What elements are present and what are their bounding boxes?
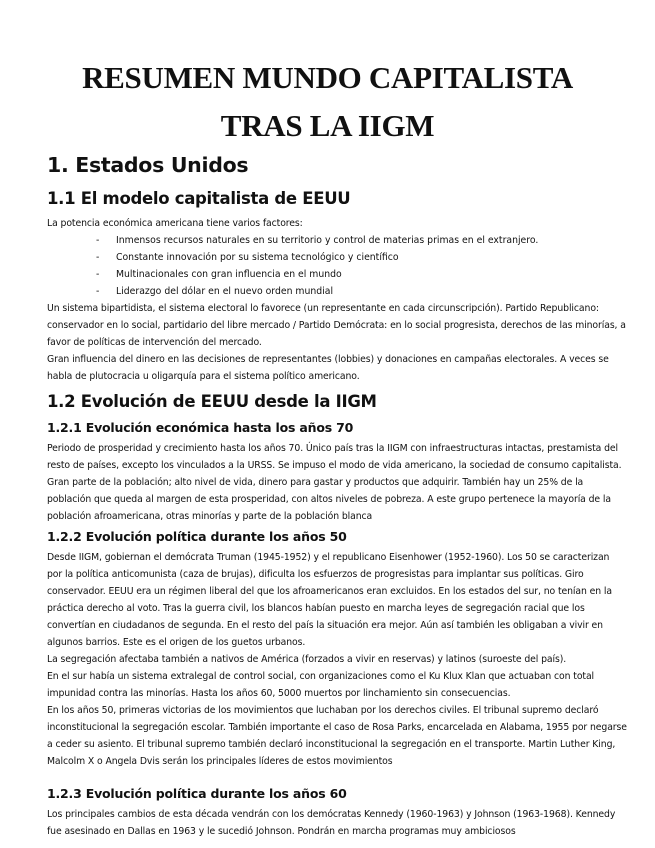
paragraph-ku-klux-klan: En el sur había un sistema extralegal de control social, con organizaciones como el Ku Klux Klan que actuaban con total impunidad contra las minorías. Hasta los años 60, 5000 muertos por linchamiento sin consecuencias. — [47, 671, 595, 699]
list-item-text: Constante innovación por su sistema tecnológico y científico — [116, 252, 399, 263]
factors-list — [47, 232, 627, 300]
bullet-marker: - — [96, 286, 100, 297]
subsection-heading-modelo-capitalista: 1.1 El modelo capitalista de EEUU — [47, 189, 351, 208]
document-body — [47, 148, 627, 840]
paragraph-intro: La potencia económica americana tiene varios factores: — [47, 218, 303, 229]
document-title-line-2: TRAS LA IIGM — [220, 108, 435, 143]
list-item — [47, 232, 627, 249]
subsubsection-heading-politica-50: 1.2.2 Evolución política durante los años 50 — [47, 529, 347, 544]
list-item-text: Liderazgo del dólar en el nuevo orden mundial — [116, 286, 334, 297]
subsubsection-heading-economica: 1.2.1 Evolución económica hasta los años 70 — [47, 420, 354, 435]
bullet-marker: - — [96, 235, 100, 246]
paragraph-truman-eisenhower: Desde IIGM, gobiernan el demócrata Truman (1945-1952) y el republicano Eisenhower (1952-1960). Los 50 se caracterizan por la política anticomunista (caza de brujas), dificulta los esfuerzos de progresistas para implantar sus políticas. Giro conservador. EEUU era un régimen liberal del que los afroamericanos eran excluidos. En los estados del sur, no tenían en la práctica derecho al voto. Tras la guerra civil, los blancos habían puesto en marcha leyes de segregación racial que los convertían en ciudadanos de segunda. En el resto del país la situación era mejor. Aún así también les obligaban a vivir en algunos barrios. Este es el origen de los guetos urbanos. — [47, 552, 612, 648]
paragraph-segregacion: La segregación afectaba también a nativos de América (forzados a vivir en reservas) y latinos (suroeste del país). — [47, 654, 567, 665]
document-title-line-1: RESUMEN MUNDO CAPITALISTA — [82, 60, 573, 95]
list-item-text: Inmensos recursos naturales en su territorio y control de materias primas en el extranjero. — [116, 235, 539, 246]
list-item — [47, 249, 627, 266]
subsubsection-heading-politica-60: 1.2.3 Evolución política durante los años 60 — [47, 786, 347, 801]
section-heading-estados-unidos: 1. Estados Unidos — [47, 153, 249, 177]
paragraph-spacer — [47, 770, 627, 782]
paragraph-bipartidista: Un sistema bipartidista, el sistema electoral lo favorece (un representante en cada circunscripción). Partido Republicano: conservador en lo social, partidario del libre mercado / Partido Demócrata: en lo social progresista, derechos de las minorías, a favor de políticas de intervención del mercado. — [47, 303, 626, 348]
subsection-heading-evolucion: 1.2 Evolución de EEUU desde la IIGM — [47, 392, 377, 411]
bullet-marker: - — [96, 252, 100, 263]
paragraph-influencia-dinero: Gran influencia del dinero en las decisiones de representantes (lobbies) y donaciones en campañas electorales. A veces se habla de plutocracia u oligarquía para el sistema político americano. — [47, 354, 609, 382]
paragraph-prosperidad: Periodo de prosperidad y crecimiento hasta los años 70. Único país tras la IIGM con infraestructuras intactas, prestamista del resto de países, excepto los vinculados a la URSS. Se impuso el modo de vida americano, la sociedad de consumo capitalista. Gran parte de la población; alto nivel de vida, dinero para gastar y productos que adquirir. También hay un 25% de la población que queda al margen de esta prosperidad, con altos niveles de pobreza. A este grupo pertenece la mayoría de la población afroamericana, otras minorías y parte de la población blanca — [47, 443, 622, 522]
list-item — [47, 266, 627, 283]
bullet-marker: - — [96, 269, 100, 280]
list-item — [47, 283, 627, 300]
paragraph-kennedy-johnson: Los principales cambios de esta década vendrán con los demócratas Kennedy (1960-1963) y Johnson (1963-1968). Kennedy fue asesinado en Dallas en 1963 y le sucedió Johnson. Pondrán en marcha programas muy ambiciosos — [47, 809, 616, 837]
paragraph-derechos-civiles: En los años 50, primeras victorias de los movimientos que luchaban por los derechos civiles. El tribunal supremo declaró inconstitucional la segregación escolar. También importante el caso de Rosa Parks, encarcelada en Alabama, 1955 por negarse a ceder su asiento. El tribunal supremo también declaró inconstitucional la segregación en el transporte. Martin Luther King, Malcolm X o Angela Dvis serán los principales líderes de estos movimientos — [47, 705, 627, 767]
list-item-text: Multinacionales con gran influencia en el mundo — [116, 269, 342, 280]
